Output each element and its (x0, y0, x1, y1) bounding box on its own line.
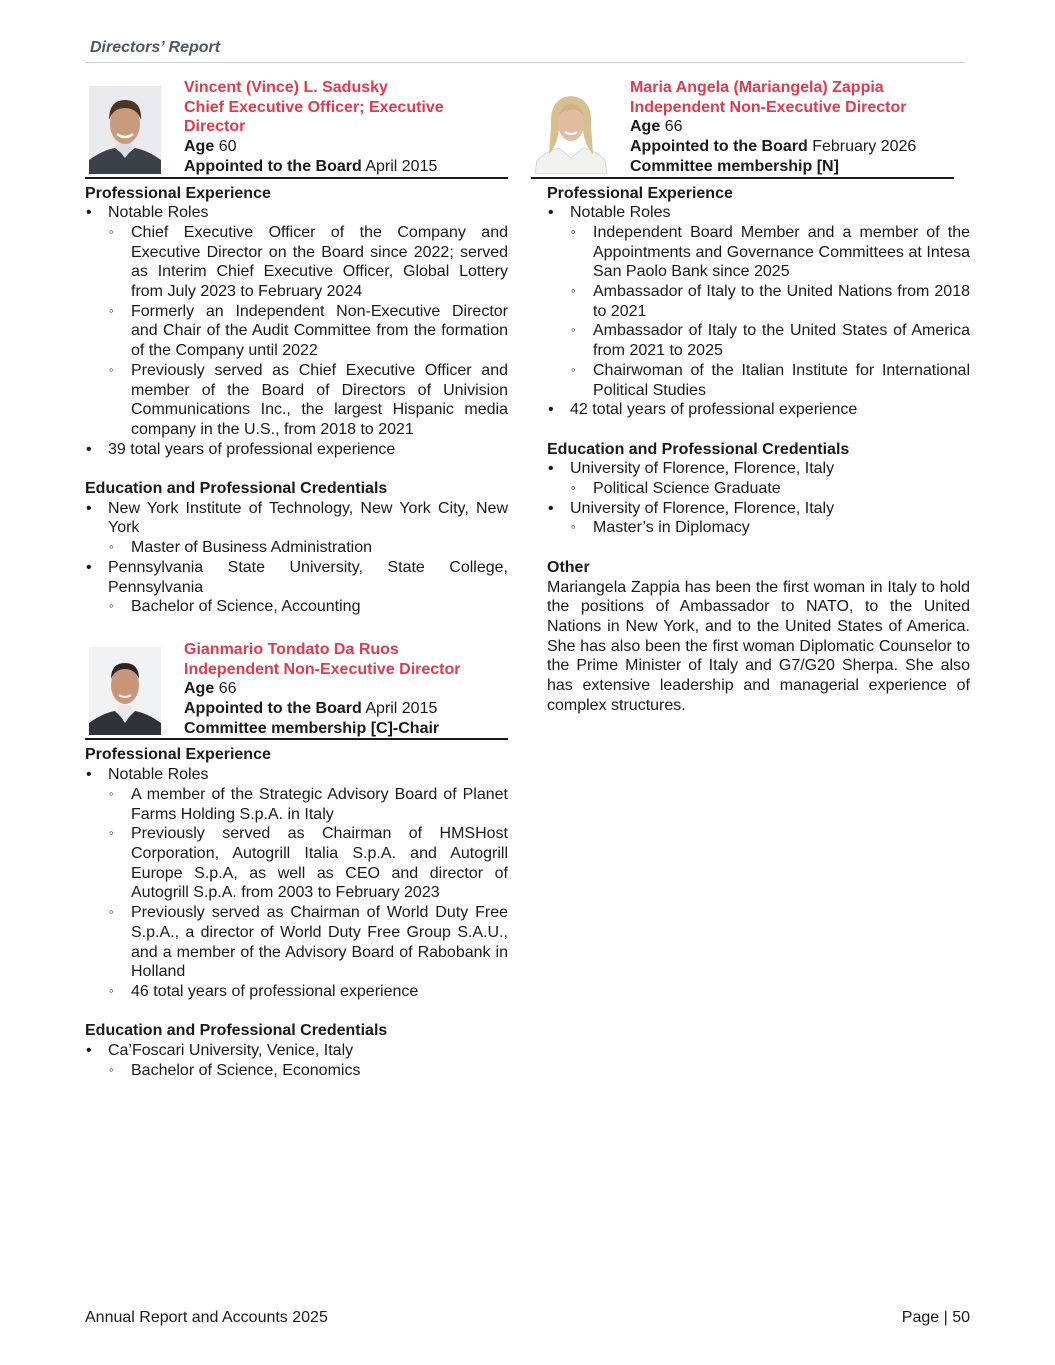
experience-list (85, 765, 508, 1001)
list-item: ◦ Previously served as Chairman of HMSHost Corporation, Autogrill Italia S.p.A. and Autogrill Europe S.p.A, as well as CEO and director of Autogrill S.p.A. from 2003 to February 2023 (108, 824, 508, 903)
director-header (85, 78, 508, 179)
list-item: • Pennsylvania State University, State College, Pennsylvania ◦ Bachelor of Science, Accounting (85, 558, 508, 617)
director-name: Maria Angela (Mariangela) Zappia (630, 79, 884, 96)
director-photo (89, 647, 161, 735)
list-item: • Notable Roles ◦ Chief Executive Officer of the Company and Executive Director on the Board since 2022; served as Interim Chief Executive Officer, Global Lottery from July 2023 to February 2024 ◦ Formerly an Independent Non-Executive Director and Chair of the Audit Committee from the formation of the Company until 2022 ◦ Previously served as Chief Executive Officer and member of the Board of Directors of Univision Communications Inc., the largest Hispanic media company in the U.S., from 2018 to 2021 (85, 203, 508, 439)
list-item: • Notable Roles ◦ A member of the Strategic Advisory Board of Planet Farms Holding S.p.A. in Italy ◦ Previously served as Chairman of HMSHost Corporation, Autogrill Italia S.p.A. and Autogrill Europe S.p.A, as well as CEO and director of Autogrill S.p.A. from 2003 to February 2023 ◦ Previously served as Chairman of World Duty Free S.p.A., a director of World Duty Free Group S.A.U., and a member of the Advisory Board of Rabobank in Holland ◦ 46 total years of professional experience (85, 765, 508, 1001)
education-heading: Education and Professional Credentials (547, 440, 850, 458)
left-column (85, 78, 508, 1080)
list-item: ◦ Formerly an Independent Non-Executive Director and Chair of the Audit Committee from the formation of the Company until 2022 (108, 302, 508, 361)
list-item: • University of Florence, Florence, Italy ◦ Political Science Graduate (547, 459, 970, 498)
director-zappia (547, 78, 970, 715)
director-title: Independent Non-Executive Director (184, 660, 461, 678)
director-title: Independent Non-Executive Director (630, 98, 907, 116)
director-info (630, 78, 954, 177)
director-name: Vincent (Vince) L. Sadusky (184, 79, 388, 96)
right-column (547, 78, 970, 715)
experience-list (547, 203, 970, 420)
director-age: Age 66 (630, 118, 683, 136)
education-heading: Education and Professional Credentials (85, 1022, 388, 1040)
list-item: ◦ 46 total years of professional experience (108, 982, 508, 1002)
other-paragraph: Mariangela Zappia has been the first woman in Italy to hold the positions of Ambassador to NATO, to the United Nations in New York, and to the United States of America. She has also been the first woman Diplomatic Counselor to the Prime Minister of Italy and G7/G20 Sherpa. She also has extensive leadership and managerial experience of complex structures. (547, 578, 970, 714)
director-name: Gianmario Tondato Da Ruos (184, 640, 399, 658)
list-item: ◦ Political Science Graduate (570, 479, 970, 499)
director-photo (89, 86, 161, 174)
footer-page-number: Page | 50 (901, 1309, 970, 1326)
director-appointed: Appointed to the Board April 2015 (184, 157, 438, 175)
list-item: • Notable Roles ◦ Independent Board Member and a member of the Appointments and Governance Committees at Intesa San Paolo Bank since 2025 ◦ Ambassador of Italy to the United Nations from 2018 to 2021 ◦ Ambassador of Italy to the United States of America from 2021 to 2025 ◦ Chairwoman of the Italian Institute for International Political Studies (547, 203, 970, 400)
director-header (85, 640, 508, 741)
experience-heading: Professional Experience (547, 184, 733, 202)
list-item: ◦ Bachelor of Science, Accounting (108, 597, 508, 617)
director-photo (535, 86, 607, 174)
list-item: ◦ Previously served as Chief Executive Officer and member of the Board of Directors of Univision Communications Inc., the largest Hispanic media company in the U.S., from 2018 to 2021 (108, 361, 508, 440)
other-heading: Other (547, 558, 590, 576)
director-info (184, 78, 508, 177)
list-item: ◦ Master’s in Diplomacy (570, 518, 970, 538)
experience-list (85, 203, 508, 459)
list-item: ◦ Ambassador of Italy to the United States of America from 2021 to 2025 (570, 321, 970, 360)
list-item: • Ca’Foscari University, Venice, Italy ◦ Bachelor of Science, Economics (85, 1041, 508, 1080)
list-item: ◦ Independent Board Member and a member of the Appointments and Governance Committees at Intesa San Paolo Bank since 2025 (570, 223, 970, 282)
director-age: Age 60 (184, 138, 237, 156)
experience-heading: Professional Experience (85, 184, 271, 202)
list-item: ◦ Master of Business Administration (108, 538, 508, 558)
section-header: Directors’ Report (90, 39, 221, 56)
list-item: ◦ Bachelor of Science, Economics (108, 1061, 508, 1081)
director-header (531, 78, 954, 179)
list-item: • 42 total years of professional experience (547, 400, 970, 420)
education-list (85, 499, 508, 617)
education-list (85, 1041, 508, 1080)
list-item: • University of Florence, Florence, Italy ◦ Master’s in Diplomacy (547, 499, 970, 538)
director-appointed: Appointed to the Board February 2026 (630, 138, 917, 156)
education-list (547, 459, 970, 538)
list-item: ◦ Ambassador of Italy to the United Nations from 2018 to 2021 (570, 282, 970, 321)
footer-report-title: Annual Report and Accounts 2025 (85, 1309, 328, 1326)
list-item: • New York Institute of Technology, New York City, New York ◦ Master of Business Administration (85, 499, 508, 558)
list-item: ◦ Chief Executive Officer of the Company and Executive Director on the Board since 2022; served as Interim Chief Executive Officer, Global Lottery from July 2023 to February 2024 (108, 223, 508, 302)
director-sadusky (85, 78, 508, 617)
director-tondato (85, 640, 508, 1080)
experience-heading: Professional Experience (85, 746, 271, 764)
director-age: Age 66 (184, 680, 237, 698)
director-title: Chief Executive Officer; Executive Director (184, 98, 444, 136)
list-item: ◦ Previously served as Chairman of World Duty Free S.p.A., a director of World Duty Free Group S.A.U., and a member of the Advisory Board of Rabobank in Holland (108, 903, 508, 982)
education-heading: Education and Professional Credentials (85, 480, 388, 498)
list-item: ◦ A member of the Strategic Advisory Board of Planet Farms Holding S.p.A. in Italy (108, 785, 508, 824)
director-appointed: Appointed to the Board April 2015 (184, 700, 438, 718)
director-committee: Committee membership [C]-Chair (184, 719, 440, 737)
director-info (184, 640, 508, 739)
director-committee: Committee membership [N] (630, 157, 839, 175)
list-item: ◦ Chairwoman of the Italian Institute for International Political Studies (570, 361, 970, 400)
list-item: • 39 total years of professional experience (85, 440, 508, 460)
header-divider (85, 62, 965, 63)
